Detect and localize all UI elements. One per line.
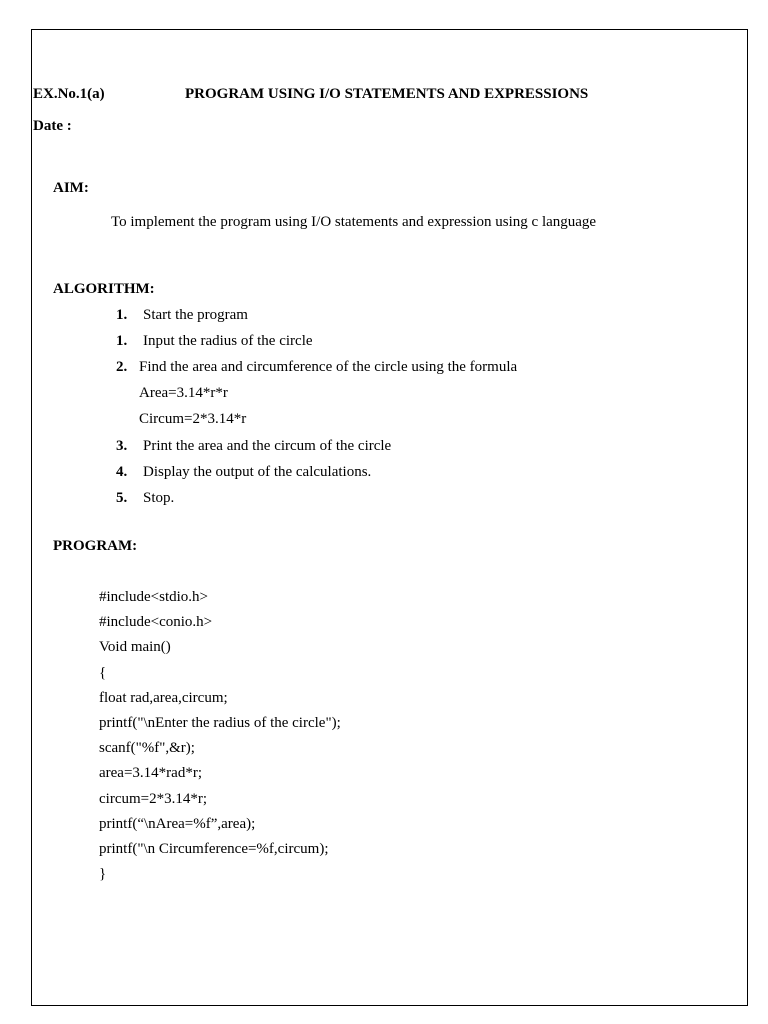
page-title: PROGRAM USING I/O STATEMENTS AND EXPRESSIONS [185, 86, 589, 102]
code-line: printf("\n Circumference=%f,circum); [99, 841, 329, 857]
code-line: { [99, 665, 107, 681]
step-number: 5. [116, 490, 128, 506]
date-label: Date : [33, 118, 72, 134]
program-heading: PROGRAM: [53, 538, 138, 554]
aim-text: To implement the program using I/O statements and expression using c language [111, 214, 597, 230]
code-line: circum=2*3.14*r; [99, 791, 208, 807]
exercise-number: EX.No.1(a) [33, 86, 105, 102]
formula-circum: Circum=2*3.14*r [139, 411, 247, 427]
algorithm-heading: ALGORITHM: [53, 281, 155, 297]
code-line: printf(“\nArea=%f”,area); [99, 816, 256, 832]
code-line: area=3.14*rad*r; [99, 765, 202, 781]
step-number: 1. [116, 307, 128, 323]
code-line: printf("\nEnter the radius of the circle"); [99, 715, 341, 731]
aim-heading: AIM: [53, 180, 89, 196]
step-number: 4. [116, 464, 128, 480]
step-number: 2. [116, 359, 128, 375]
code-line: scanf("%f",&r); [99, 740, 195, 756]
step-number: 1. [116, 333, 128, 349]
code-line: #include<conio.h> [99, 614, 213, 630]
step-text: Print the area and the circum of the circle [143, 438, 392, 454]
page-border [31, 29, 748, 1006]
code-line: #include<stdio.h> [99, 589, 208, 605]
step-text: Start the program [143, 307, 248, 323]
step-text: Find the area and circumference of the circle using the formula [139, 359, 518, 375]
step-text: Input the radius of the circle [143, 333, 313, 349]
code-line: float rad,area,circum; [99, 690, 228, 706]
code-line: Void main() [99, 639, 171, 655]
step-text: Stop. [143, 490, 175, 506]
code-line: } [99, 866, 107, 882]
formula-area: Area=3.14*r*r [139, 385, 228, 401]
step-text: Display the output of the calculations. [143, 464, 372, 480]
step-number: 3. [116, 438, 128, 454]
